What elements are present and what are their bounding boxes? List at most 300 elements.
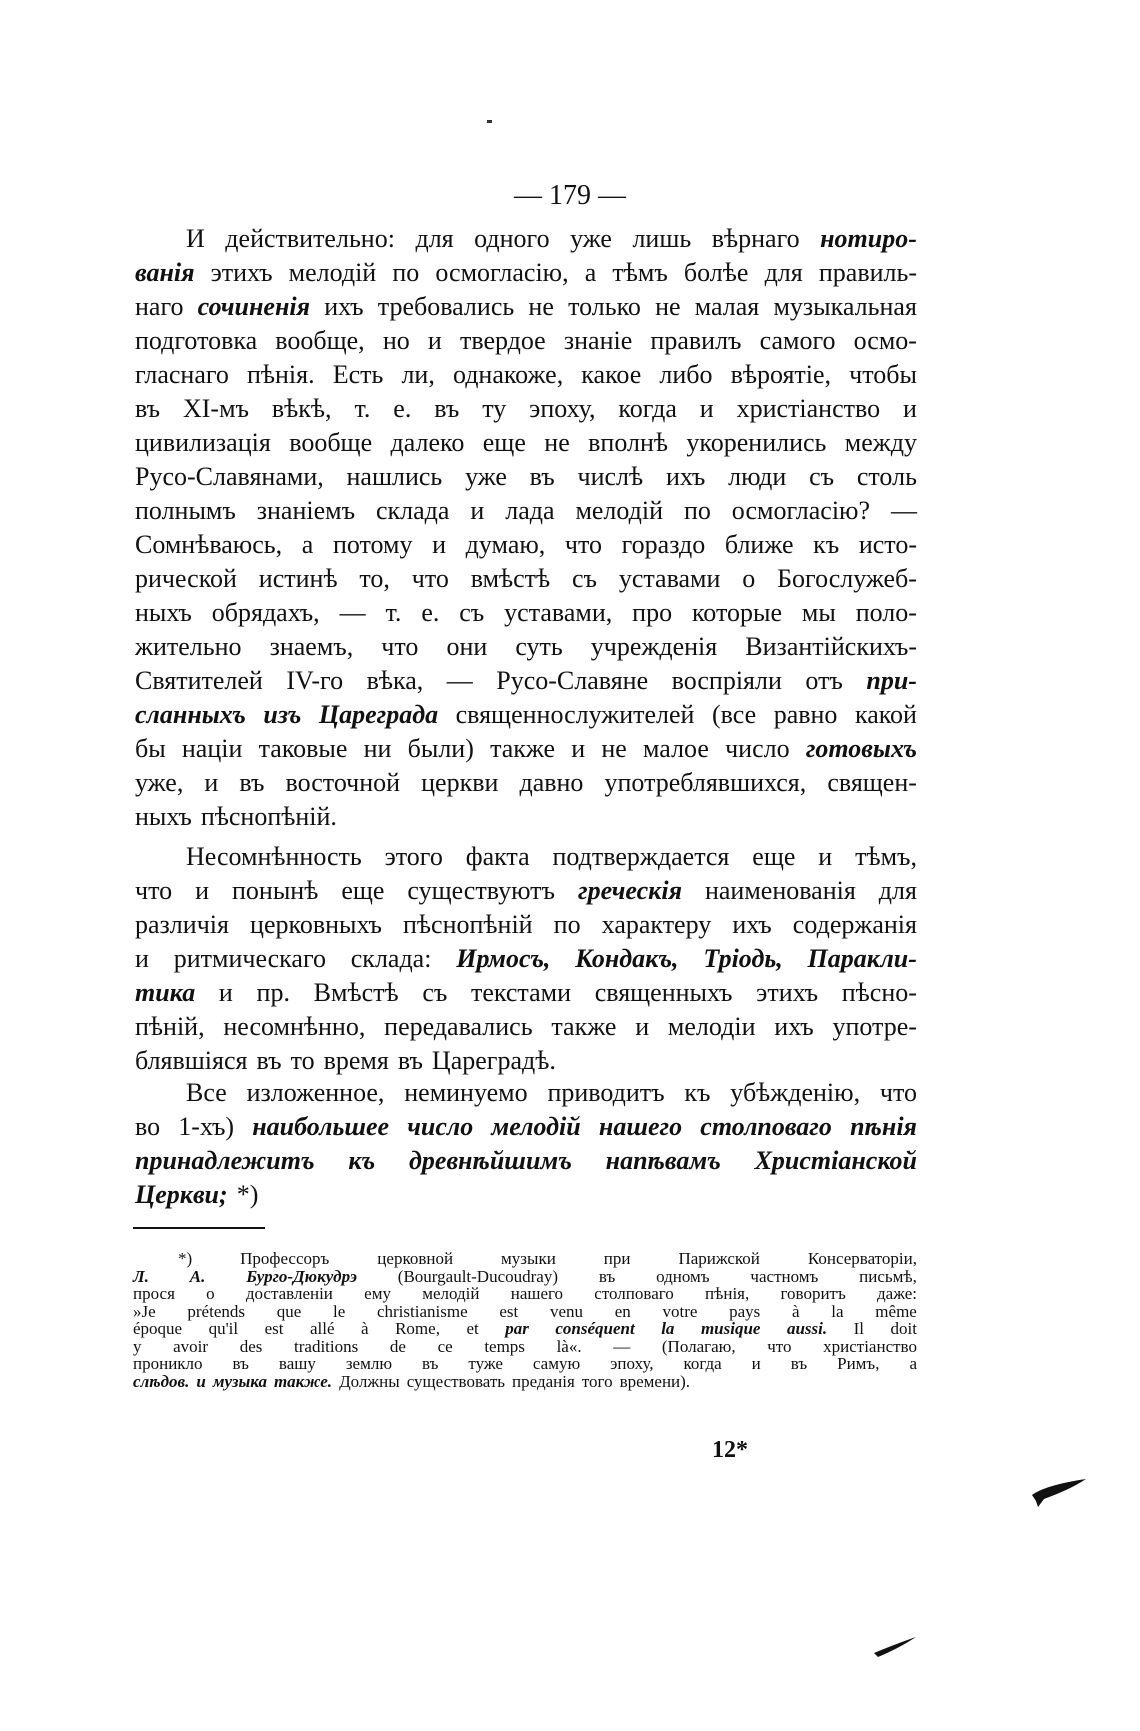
word: этого (384, 842, 443, 871)
word: ныхъ (135, 802, 192, 831)
word: venu (549, 1301, 583, 1321)
word: и (218, 978, 233, 1007)
word: уставами, (504, 598, 613, 627)
word: т. (354, 394, 371, 423)
italic-word: Христіанской (754, 1146, 917, 1175)
word: про (632, 598, 673, 627)
word: бы (135, 734, 166, 763)
word: Есть (332, 360, 384, 389)
word: а (301, 530, 314, 559)
word: но (382, 326, 410, 355)
word: таковые (258, 734, 348, 763)
word: исто- (858, 530, 917, 559)
word: осмогласію, (435, 258, 569, 287)
text-line (135, 324, 917, 358)
word: нашлись (346, 462, 443, 491)
word: ихъ (324, 292, 364, 321)
word: ритмическаго (173, 944, 326, 973)
word: по (392, 258, 420, 287)
word: Должны (339, 1371, 400, 1391)
word: столповаго (594, 1284, 674, 1303)
word: думаю, (465, 530, 546, 559)
word: Несомнѣнность (186, 842, 362, 871)
word: пѣснопѣній (403, 910, 533, 939)
word: не (544, 428, 570, 457)
signature-mark: 12* (712, 1437, 748, 1463)
italic-word: Ирмосъ, (456, 944, 551, 973)
word: еще (482, 428, 526, 457)
text-line (135, 1076, 917, 1110)
word: Цареградѣ. (431, 1046, 556, 1075)
footnote-line (133, 1250, 917, 1268)
word: подтверждается (552, 842, 730, 871)
word: qu'il (208, 1319, 239, 1338)
text-line (135, 562, 917, 596)
word: понынѣ (232, 876, 319, 905)
word: въ (790, 1354, 808, 1373)
word: также (490, 734, 556, 763)
word: при (603, 1249, 631, 1268)
text-line (135, 222, 917, 256)
italic-word: греческія (577, 876, 682, 905)
word: époque (133, 1319, 183, 1338)
word: ихъ (774, 1012, 814, 1041)
text-line (135, 358, 917, 392)
word: преданія (512, 1371, 575, 1391)
word: пѣснопѣній. (200, 802, 337, 831)
word: нашего (510, 1284, 564, 1303)
word: ихъ (665, 462, 706, 491)
word: не (655, 292, 681, 321)
word: (все (712, 700, 757, 729)
word: Вмѣстѣ (313, 978, 399, 1007)
text-line (135, 460, 917, 494)
word: — (339, 598, 366, 627)
word: осмогласію? (731, 496, 871, 525)
word: рической (135, 564, 237, 593)
text-line (135, 766, 917, 800)
ink-mark-decoration (1030, 1475, 1090, 1515)
word: мелодій (422, 1284, 480, 1303)
italic-word: conséquent (555, 1319, 635, 1338)
italic-word: напѣвамъ (605, 1146, 721, 1175)
word: цивилизація (135, 428, 271, 457)
text-line (135, 874, 917, 908)
word: склада: (350, 944, 432, 973)
ink-mark-small (872, 1635, 920, 1659)
text-line (135, 1010, 917, 1044)
word: la (831, 1301, 844, 1321)
word: Il (853, 1319, 865, 1338)
word: болѣе (683, 258, 749, 287)
word: ихъ (732, 910, 772, 939)
italic-word: слѣдов. (133, 1371, 190, 1391)
text-line (135, 800, 917, 834)
word: письмѣ, (859, 1266, 917, 1286)
word: въ (598, 1266, 616, 1286)
word: (Bourgault-Ducoudray) (397, 1266, 558, 1286)
word: des (239, 1336, 263, 1356)
word: 1-хъ) (178, 1112, 235, 1141)
word: тѣмъ (612, 258, 668, 287)
italic-word: наибольшее (252, 1112, 390, 1141)
word: вмѣстѣ (470, 564, 551, 593)
word: и (135, 944, 149, 973)
word: между (844, 428, 917, 457)
word: и (751, 1354, 761, 1373)
word: пѣсно- (841, 978, 917, 1007)
word: Профессоръ (240, 1249, 330, 1268)
word: le (332, 1301, 346, 1321)
text-line (135, 290, 917, 324)
word: употреблявшихся, (604, 768, 807, 797)
text-line (135, 596, 917, 630)
word: времени). (619, 1371, 691, 1391)
paragraph-2 (135, 840, 917, 1078)
text-line (135, 976, 917, 1010)
italic-word: столповаго (700, 1112, 832, 1141)
italic-word: Кондакъ, (575, 944, 679, 973)
word: еще (341, 876, 385, 905)
word: уже (465, 462, 507, 491)
word: уже (570, 224, 612, 253)
word: мелодіи (667, 1012, 756, 1041)
italic-word: ванія (135, 258, 195, 287)
word: потому (332, 530, 413, 559)
word: только (568, 292, 641, 321)
text-line (135, 942, 917, 976)
word: вообще, (275, 326, 365, 355)
italic-word: изъ (263, 700, 302, 729)
word: церковной (377, 1249, 454, 1268)
word: что (564, 530, 603, 559)
italic-word: aussi. (786, 1319, 828, 1338)
italic-word: Тріодь, (703, 944, 783, 973)
word: давно (519, 768, 584, 797)
word: Парижской (678, 1249, 760, 1268)
text-line (135, 494, 917, 528)
word: этихъ (756, 978, 819, 1007)
word: равно (773, 700, 838, 729)
word: Византійскихъ- (745, 632, 917, 661)
word: т. (385, 598, 402, 627)
word: вашу (278, 1354, 316, 1373)
word: прося (133, 1284, 175, 1303)
word: Святителей (135, 666, 263, 695)
word: ли, (401, 360, 435, 389)
word: какой (854, 700, 917, 729)
word: истинѣ (258, 564, 338, 593)
word: христіанство (736, 394, 881, 423)
word: убѣжденію, (730, 1078, 861, 1107)
word: пѣнія, (705, 1284, 750, 1303)
word: Сомнѣваюсь, (135, 530, 283, 559)
word: текстами (471, 978, 572, 1007)
text-line (135, 664, 917, 698)
word: doit (890, 1319, 917, 1338)
italic-word: тика (135, 978, 196, 1007)
word: церковныхъ (250, 910, 382, 939)
word: существуютъ (407, 876, 555, 905)
word: и (204, 768, 219, 797)
word: этихъ (210, 258, 273, 287)
word: люди (728, 462, 787, 491)
text-line (135, 1044, 917, 1078)
word: существовать (406, 1371, 506, 1391)
italic-word: музыка (212, 1371, 267, 1391)
word: съ (809, 462, 835, 491)
word: и (635, 1012, 650, 1041)
word: суть (515, 632, 563, 661)
word: съ (572, 564, 597, 593)
word: знаніемъ (256, 496, 356, 525)
italic-word: древнѣйшимъ (409, 1146, 572, 1175)
word: что (135, 876, 173, 905)
word: ближе (724, 530, 794, 559)
word: и (432, 530, 447, 559)
word: — (890, 496, 917, 525)
word: Консерваторіи, (807, 1249, 917, 1268)
paragraph-1 (135, 222, 917, 834)
word: въ (232, 1354, 249, 1373)
word: церкви (421, 768, 499, 797)
word: temps (484, 1336, 525, 1356)
italic-word: готовыхъ (805, 734, 917, 763)
word: à (361, 1319, 369, 1338)
text-line (135, 698, 917, 732)
word: Rome, (395, 1319, 440, 1338)
italic-word: Цареграда (318, 700, 439, 729)
word: ce (437, 1336, 453, 1356)
word: avoir (173, 1336, 209, 1356)
word: священныхъ (594, 978, 733, 1007)
word: о (742, 564, 756, 593)
word: et (466, 1319, 479, 1338)
text-line (135, 1178, 917, 1212)
word: ныхъ (135, 598, 192, 627)
word: съ (422, 978, 448, 1007)
italic-word: сланныхъ (135, 700, 246, 729)
word: о (206, 1284, 215, 1303)
word: еще (752, 842, 796, 871)
word: частномъ (750, 1266, 819, 1286)
word: traditions (294, 1336, 359, 1356)
word: гораздо (621, 530, 706, 559)
word: лада (505, 496, 555, 525)
word: землю (345, 1354, 393, 1373)
word: вполнѣ (588, 428, 669, 457)
word: est (499, 1301, 519, 1321)
italic-word: и (196, 1371, 206, 1391)
text-line (135, 256, 917, 290)
italic-word: при- (866, 666, 917, 695)
word: священнослужителей (455, 700, 695, 729)
word: allé (310, 1319, 335, 1338)
word: prétends (187, 1301, 245, 1321)
word: проникло (133, 1354, 203, 1373)
text-line (135, 528, 917, 562)
footnote-line (133, 1320, 917, 1338)
footnote-line (133, 1355, 917, 1373)
word: и (470, 496, 485, 525)
word: pays (729, 1301, 761, 1321)
word: не (601, 734, 627, 763)
italic-word: musique (700, 1319, 761, 1338)
word: И (186, 224, 205, 253)
word: склада (375, 496, 450, 525)
word: поло- (855, 598, 917, 627)
word: en (614, 1301, 631, 1321)
word: столь (856, 462, 917, 491)
word: и (818, 842, 833, 871)
italic-word: Бурго-Дюкудрэ (246, 1266, 357, 1286)
word: по (553, 910, 581, 939)
italic-word: А. (189, 1266, 206, 1286)
word: изложенное, (246, 1078, 385, 1107)
word: время (323, 1046, 389, 1075)
word: что (879, 1078, 917, 1107)
word: вѣрнаго (711, 224, 800, 253)
word: туже (468, 1354, 503, 1373)
word: твердое (459, 326, 546, 355)
italic-word: par (505, 1319, 529, 1338)
word: одного (474, 224, 550, 253)
word: чтобы (849, 360, 917, 389)
word: когда (618, 394, 677, 423)
word: — (613, 1336, 631, 1356)
word: восточной (285, 768, 401, 797)
word: XI-мъ (182, 394, 249, 423)
word: уже, (135, 768, 184, 797)
word: числѣ (577, 462, 644, 491)
italic-word: сочиненія (197, 292, 311, 321)
word: того (581, 1371, 613, 1391)
footnote-line (133, 1303, 917, 1321)
word: и (903, 394, 917, 423)
word: священ- (827, 768, 917, 797)
word: требовались (377, 292, 515, 321)
word: пр. (256, 978, 290, 1007)
word: для (764, 258, 803, 287)
word: жительно (135, 632, 242, 661)
word: какое (581, 360, 642, 389)
word: были) (407, 734, 474, 763)
word: à (792, 1301, 800, 1321)
word: вѣроятіе, (730, 360, 832, 389)
word: Все (186, 1078, 227, 1107)
word: (Полагаю, (661, 1336, 736, 1356)
italic-word: также. (273, 1371, 333, 1391)
word: эпоху, (610, 1354, 654, 1373)
word: полнымъ (135, 496, 236, 525)
word: мелодій (575, 496, 664, 525)
word: Римъ, (837, 1354, 880, 1373)
word: действительно: (225, 224, 395, 253)
word: и (699, 394, 714, 423)
footnote-line (133, 1373, 917, 1391)
word: употре- (832, 1012, 917, 1041)
page-number: — 179 — (514, 180, 626, 211)
word: во (135, 1112, 161, 1141)
word: пѣнія. (246, 360, 315, 389)
word: они (446, 632, 488, 661)
word: и (571, 734, 586, 763)
word: въ (421, 1354, 439, 1373)
word: Русо-Славянами, (135, 462, 324, 491)
word: *) (236, 1180, 259, 1209)
word: même (875, 1301, 917, 1321)
italic-word: Л. (133, 1266, 149, 1286)
word: въ (434, 394, 460, 423)
italic-word: Паракли- (807, 944, 917, 973)
word: là«. (556, 1336, 582, 1356)
word: que (276, 1301, 302, 1321)
footnote-separator (133, 1227, 265, 1229)
word: отъ (805, 666, 843, 695)
word: наго (135, 292, 184, 321)
word: передавались (384, 1012, 533, 1041)
word: мы (801, 598, 836, 627)
italic-word: мелодій (491, 1112, 581, 1141)
italic-word: нашего (598, 1112, 683, 1141)
word: неминуемо (404, 1078, 528, 1107)
word: христіанство (823, 1336, 917, 1356)
word: мелодій (288, 258, 377, 287)
word: а (909, 1354, 917, 1373)
word: уставами (618, 564, 721, 593)
word: музыки (501, 1249, 556, 1268)
word: къ (813, 530, 840, 559)
word: для (878, 876, 917, 905)
word: гласнаго (135, 360, 229, 389)
text-line (135, 732, 917, 766)
word: блявшіяся (135, 1046, 248, 1075)
word: и (195, 876, 210, 905)
word: когда (683, 1354, 722, 1373)
word: въ (239, 768, 265, 797)
word: одномъ (656, 1266, 710, 1286)
word: факта (465, 842, 530, 871)
word: christianisme (376, 1301, 468, 1321)
word: е. (393, 394, 412, 423)
word: укоренились (686, 428, 827, 457)
word: а (584, 258, 597, 287)
italic-word: принадлежитъ (135, 1146, 315, 1175)
word: вѣкѣ, (271, 394, 332, 423)
word: Русо-Славяне (496, 666, 649, 695)
text-line (135, 630, 917, 664)
word: характеру (601, 910, 712, 939)
word: y (133, 1336, 142, 1356)
word: однакоже, (452, 360, 564, 389)
word: знаемъ, (269, 632, 354, 661)
word: либо (659, 360, 713, 389)
word: которые (692, 598, 782, 627)
footnote-line (133, 1268, 917, 1286)
word: что (767, 1336, 792, 1356)
word: самого (759, 326, 836, 355)
paragraph-3 (135, 1076, 917, 1212)
italic-word: къ (348, 1146, 376, 1175)
italic-word: пѣнія (850, 1112, 917, 1141)
word: далеко (390, 428, 465, 457)
word: число (725, 734, 790, 763)
italic-word: нотиро- (820, 224, 917, 253)
text-line (135, 1144, 917, 1178)
text-line (135, 426, 917, 460)
word: пѣній, (135, 1012, 205, 1041)
word: подготовка (135, 326, 258, 355)
